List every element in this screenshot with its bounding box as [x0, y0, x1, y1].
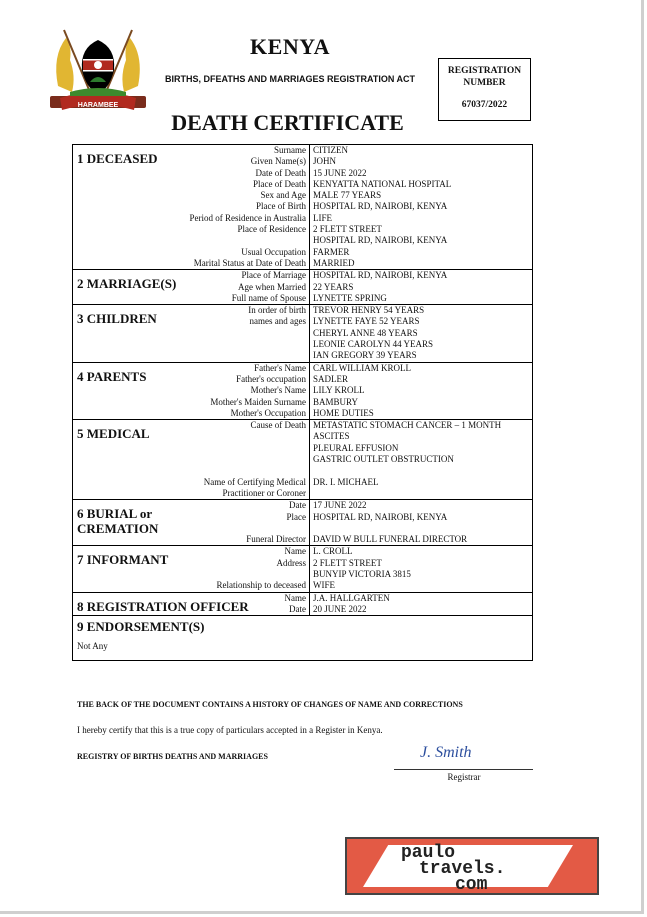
field-label: Mother's Occupation	[230, 407, 306, 418]
field-value: FARMER	[313, 246, 350, 257]
field-value: CITIZEN	[313, 145, 348, 155]
field-label: Place of Death	[253, 178, 306, 189]
field-label	[73, 350, 306, 361]
field-value: LEONIE CAROLYN 44 YEARS	[313, 339, 434, 350]
registration-act: BIRTHS, DFEATHS AND MARRIAGES REGISTRATION ACT	[165, 74, 415, 84]
endorsement-text: Not Any	[77, 641, 108, 652]
field-label: Age when Married	[238, 281, 306, 292]
registration-label-line2: NUMBER	[463, 78, 506, 88]
registration-number: 67037/2022	[461, 100, 508, 110]
registrar-signature: J. Smith	[420, 744, 472, 761]
field-value: 15 JUNE 2022	[313, 167, 367, 178]
section-endorsements	[73, 616, 533, 661]
field-values	[310, 546, 533, 592]
certificate-section	[73, 546, 533, 592]
section-heading-line2: CREMATION	[77, 521, 159, 537]
field-values	[310, 362, 533, 419]
field-value: LYNETTE FAYE 52 YEARS	[313, 316, 420, 327]
registration-label-line1: REGISTRATION	[447, 66, 522, 76]
field-value: LYNETTE SPRING	[313, 292, 387, 303]
field-label: Name	[284, 592, 306, 603]
section-heading: 9 ENDORSEMENT(S)	[77, 619, 205, 635]
field-label: Surname	[274, 145, 306, 155]
field-label	[73, 569, 306, 580]
field-label	[73, 235, 306, 246]
field-label: Practitioner or Coroner	[222, 487, 306, 498]
field-value: JOHN	[313, 156, 337, 167]
field-values	[310, 270, 533, 305]
field-value: GASTRIC OUTLET OBSTRUCTION	[313, 454, 454, 465]
field-label: Given Name(s)	[250, 156, 306, 167]
certificate-section	[73, 305, 533, 362]
field-label: In order of birth	[248, 305, 306, 316]
section-heading: 1 DECEASED	[77, 151, 158, 166]
certificate-section	[73, 362, 533, 419]
field-value	[313, 488, 532, 499]
field-label: Sex and Age	[260, 190, 306, 201]
field-value: DAVID W BULL FUNERAL DIRECTOR	[313, 534, 468, 545]
field-value: J.A. HALLGARTEN	[313, 592, 390, 603]
field-label: Mother's Name	[250, 385, 306, 396]
country-name: KENYA	[250, 34, 330, 59]
field-value: SADLER	[313, 373, 349, 384]
field-label	[73, 443, 306, 454]
field-value: CARL WILLIAM KROLL	[313, 362, 411, 373]
field-value: IAN GREGORY 39 YEARS	[313, 350, 417, 361]
section-heading: 2 MARRIAGE(S)	[77, 276, 177, 292]
field-value: WIFE	[313, 580, 335, 591]
field-value: HOSPITAL RD, NAIROBI, KENYA	[313, 235, 448, 246]
field-label: Marital Status at Date of Death	[193, 257, 306, 268]
field-value: CHERYL ANNE 48 YEARS	[313, 327, 418, 338]
motto-text: HARAMBEE	[77, 102, 119, 109]
field-label: Usual Occupation	[241, 246, 306, 257]
field-label	[73, 465, 306, 476]
logo-line-1: paulo	[401, 843, 456, 863]
section-heading: 3 CHILDREN	[77, 311, 157, 327]
field-value: 2 FLETT STREET	[313, 557, 382, 568]
field-value: HOSPITAL RD, NAIROBI, KENYA	[313, 511, 448, 522]
section-heading: 5 MEDICAL	[77, 426, 150, 442]
field-label: Address	[276, 557, 306, 568]
field-value: PLEURAL EFFUSION	[313, 442, 399, 453]
field-label: Cause of Death	[250, 420, 306, 431]
field-value: HOME DUTIES	[313, 407, 374, 418]
field-value: 20 JUNE 2022	[313, 603, 367, 614]
field-value: HOSPITAL RD, NAIROBI, KENYA	[313, 270, 448, 281]
logo-line-2: travels.	[419, 859, 506, 879]
certificate-section	[73, 500, 533, 546]
section-heading: 8 REGISTRATION OFFICER	[77, 598, 249, 614]
field-label: Date	[289, 603, 306, 614]
field-value: ASCITES	[313, 431, 350, 442]
field-value: KENYATTA NATIONAL HOSPITAL	[313, 178, 452, 189]
field-value: BUNYIP VICTORIA 3815	[313, 568, 411, 579]
section-heading: 7 INFORMANT	[77, 552, 169, 568]
field-value	[313, 465, 532, 476]
field-value: LIFE	[313, 212, 332, 223]
field-label	[73, 454, 306, 465]
section-heading: 6 BURIAL or	[77, 506, 153, 522]
field-label: Place	[286, 511, 306, 522]
field-value: MARRIED	[313, 257, 355, 268]
field-label: Place of Marriage	[241, 270, 306, 281]
registrar-label: Registrar	[447, 772, 481, 782]
section-heading: 4 PARENTS	[77, 368, 147, 384]
field-label: Mother's Maiden Surname	[210, 396, 306, 407]
certificate-section	[73, 145, 533, 270]
certificate-table	[72, 144, 533, 661]
field-label: Period of Residence in Australia	[189, 212, 306, 223]
signature-line	[394, 769, 533, 770]
paulo-travels-logo	[345, 837, 599, 895]
document-title: DEATH CERTIFICATE	[171, 110, 404, 135]
field-values	[310, 592, 533, 616]
field-label: Funeral Director	[246, 534, 306, 545]
registration-number-box	[438, 58, 531, 121]
field-values	[310, 145, 533, 270]
field-label: Relationship to deceased	[216, 580, 306, 591]
field-label: Date	[289, 500, 306, 511]
field-label	[73, 328, 306, 339]
field-value: L. CROLL	[313, 546, 353, 557]
field-value: 22 YEARS	[313, 281, 354, 292]
field-label: Father's Name	[254, 362, 306, 373]
field-label: Father's occupation	[236, 373, 306, 384]
field-value: 2 FLETT STREET	[313, 224, 382, 235]
field-label: Date of Death	[255, 167, 306, 178]
certificate-section	[73, 270, 533, 305]
field-values	[310, 500, 533, 546]
field-value: LILY KROLL	[313, 385, 365, 396]
field-value: HOSPITAL RD, NAIROBI, KENYA	[313, 201, 448, 212]
registry-name: REGISTRY OF BIRTHS DEATHS AND MARRIAGES	[77, 752, 268, 761]
field-value: BAMBURY	[313, 396, 359, 407]
field-value: METASTATIC STOMACH CANCER – 1 MONTH	[313, 420, 502, 431]
field-values	[310, 305, 533, 362]
certification-statement: I hereby certify that this is a true copy of particulars accepted in a Register in Kenya.	[77, 725, 383, 735]
field-value: TREVOR HENRY 54 YEARS	[313, 305, 425, 316]
field-label	[73, 339, 306, 350]
field-values	[310, 420, 533, 500]
field-label: Full name of Spouse	[231, 292, 306, 303]
field-label: Place of Residence	[237, 224, 306, 235]
field-value: MALE 77 YEARS	[313, 190, 382, 201]
field-value	[313, 523, 532, 534]
field-value: DR. I. MICHAEL	[313, 476, 379, 487]
kenya-coat-of-arms-emblem	[50, 26, 146, 112]
field-label: names and ages	[249, 316, 306, 327]
field-label: Name of Certifying Medical	[203, 476, 306, 487]
field-label: Name	[284, 546, 306, 557]
field-value: 17 JUNE 2022	[313, 500, 367, 511]
field-label: Place of Birth	[256, 201, 306, 212]
logo-line-3: com	[455, 875, 488, 895]
certificate-section	[73, 592, 533, 616]
certificate-section	[73, 420, 533, 500]
back-of-document-note: THE BACK OF THE DOCUMENT CONTAINS A HISTORY OF CHANGES OF NAME AND CORRECTIONS	[77, 700, 463, 709]
